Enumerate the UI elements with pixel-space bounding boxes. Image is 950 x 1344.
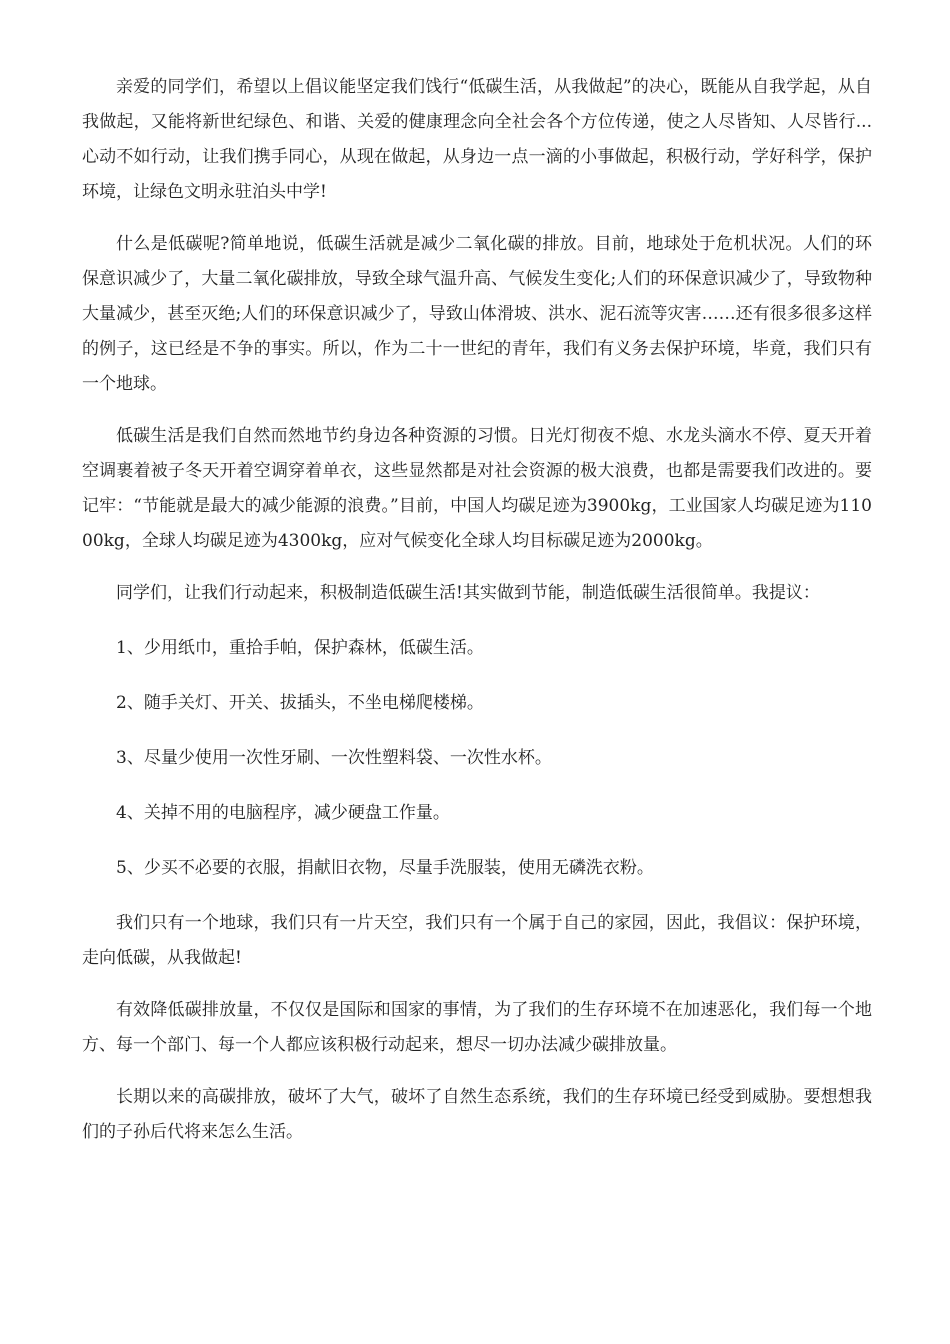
paragraph-one-earth: 我们只有一个地球，我们只有一片天空，我们只有一个属于自己的家园，因此，我倡议：保护环境，走向低碳，从我做起! [82, 913, 872, 968]
list-item-clothes: 5、少买不必要的衣服，捐献旧衣物，尽量手洗服装，使用无磷洗衣粉。 [116, 858, 654, 878]
list-item-lights: 2、随手关灯、开关、拔插头，不坐电梯爬楼梯。 [116, 693, 484, 713]
document-page [82, 70, 872, 1167]
list-item-tissues: 1、少用纸巾，重拾手帕，保护森林，低碳生活。 [116, 638, 484, 658]
paragraph-carbon-footprint: 低碳生活是我们自然而然地节约身边各种资源的习惯。日光灯彻夜不熄、水龙头滴水不停、夏天开着空调裹着被子冬天开着空调穿着单衣，这些显然都是对社会资源的极大浪费，也都是需要我们改进的。要记牢：“节能就是最大的减少能源的浪费。”目前，中国人均碳足迹为3900kg，工业国家人均碳足迹为11000kg，全球人均碳足迹为4300kg，应对气候变化全球人均目标碳足迹为2000kg。 [82, 426, 872, 551]
list-item-disposables: 3、尽量少使用一次性牙刷、一次性塑料袋、一次性水杯。 [116, 748, 552, 768]
paragraph-commitment: 亲爱的同学们，希望以上倡议能坚定我们饯行“低碳生活，从我做起”的决心，既能从自我学起，从自我做起，又能将新世纪绿色、和谐、关爱的健康理念向全社会各个方位传递，使之人尽皆知、人尽皆行...心动不如行动，让我们携手同心，从现在做起，从身边一点一滴的小事做起，积极行动，学好科学，保护环境，让绿色文明永驻泊头中学! [82, 77, 872, 202]
paragraph-future-generations: 长期以来的高碳排放，破坏了大气，破坏了自然生态系统，我们的生存环境已经受到威胁。要想想我们的子孙后代将来怎么生活。 [82, 1087, 872, 1142]
paragraph-reduce-emissions: 有效降低碳排放量，不仅仅是国际和国家的事情，为了我们的生存环境不在加速恶化，我们每一个地方、每一个部门、每一个人都应该积极行动起来，想尽一切办法减少碳排放量。 [82, 1000, 872, 1055]
list-item-computer: 4、关掉不用的电脑程序，减少硬盘工作量。 [116, 803, 450, 823]
paragraph-proposal-intro: 同学们，让我们行动起来，积极制造低碳生活!其实做到节能，制造低碳生活很简单。我提议： [116, 583, 820, 603]
paragraph-what-is-low-carbon: 什么是低碳呢?简单地说，低碳生活就是减少二氧化碳的排放。目前，地球处于危机状况。人们的环保意识减少了，大量二氧化碳排放，导致全球气温升高、气候发生变化;人们的环保意识减少了，导致物种大量减少，甚至灭绝;人们的环保意识减少了，导致山体滑坡、洪水、泥石流等灾害……还有很多很多这样的例子，这已经是不争的事实。所以，作为二十一世纪的青年，我们有义务去保护环境，毕竟，我们只有一个地球。 [82, 234, 872, 394]
